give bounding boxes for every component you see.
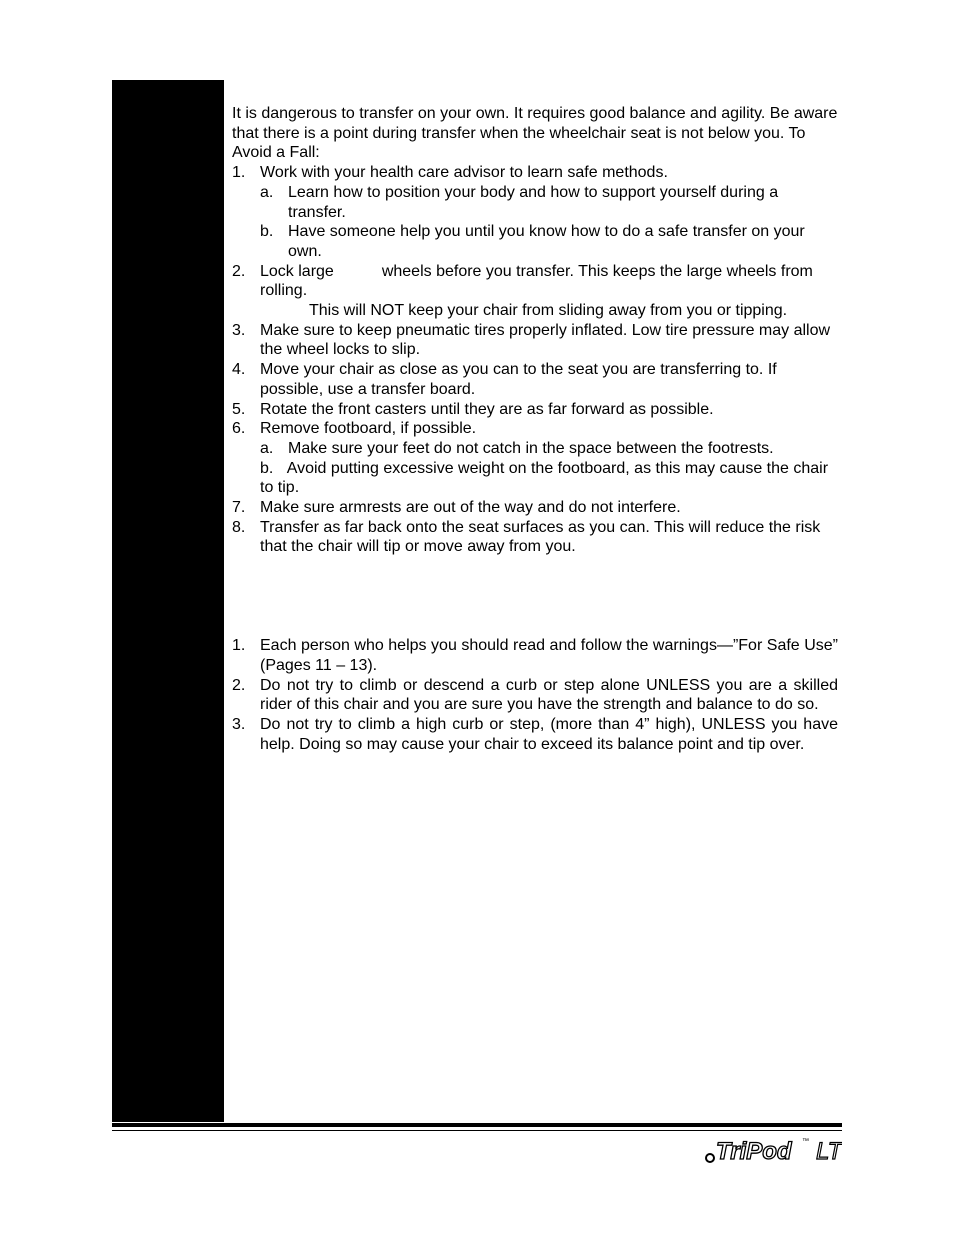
sub-item: a. Learn how to position your body and how to support yourself during a transfer. [260, 183, 779, 221]
footer-rule-thin [112, 1130, 842, 1131]
list-item: 5. Rotate the front casters until they are as far forward as possible. [232, 400, 714, 418]
list-item: 6. Remove footboard, if possible. a. Make sure your feet do not catch in the space between the footrests. b. Avoid putting excessive weight on the footboard, as this may cause the chair to tip. [232, 419, 838, 498]
list-item: 2. Do not try to climb or descend a curb or step alone UNLESS you are a skilled rider of this chair and you are sure you have the strength and balance to do so. [232, 676, 838, 714]
list-item: 3. Make sure to keep pneumatic tires properly inflated. Low tire pressure may allow the wheel locks to slip. [232, 321, 831, 359]
intro-paragraph: It is dangerous to transfer on your own. It requires good balance and agility. Be aware that there is a point during transfer when the wheelchair seat is not below you. To Avoid a Fall: [232, 105, 838, 162]
list-item: 8. Transfer as far back onto the seat surfaces as you can. This will reduce the risk that the chair will tip or move away from you. [232, 518, 821, 556]
sub-item: b. Avoid putting excessive weight on the footboard, as this may cause the chair to tip. [260, 459, 829, 497]
page-content [232, 104, 838, 754]
curb-list [232, 636, 838, 754]
logo-trademark: ™ [802, 1138, 809, 1145]
note-text: This will NOT keep your chair from sliding away from you or tipping. [309, 302, 788, 320]
list-item: 4. Move your chair as close as you can to the seat you are transferring to. If possible, use a transfer board. [232, 361, 777, 398]
list-item: 2. Lock large wheels before you transfer. This keeps the large wheels from rolling. This will NOT keep your chair from sliding away from you or tipping. [232, 262, 838, 321]
list-item: 7. Make sure armrests are out of the way and do not interfere. [232, 499, 681, 517]
tripod-lt-logo [702, 1134, 842, 1166]
logo-text-main: TriPod [716, 1138, 792, 1165]
list-item: 1. Each person who helps you should read and follow the warnings—”For Safe Use” (Pages 11 – 13). [232, 637, 838, 674]
logo-text-lt: LT [816, 1138, 842, 1165]
list-item: 1. Work with your health care advisor to learn safe methods. a. Learn how to position your body and how to support yourself during a transfer. b. Have someone help you until you know how to do a safe transfer on your own. [232, 163, 838, 262]
black-sidebar-bar [112, 80, 224, 1122]
transfer-list [232, 163, 838, 557]
list-item: 3. Do not try to climb a high curb or step, (more than 4” high), UNLESS you have help. Doing so may cause your chair to exceed its balance point and tip over. [232, 715, 838, 753]
sub-item: a. Make sure your feet do not catch in the space between the footrests. [260, 439, 774, 457]
footer-rule-thick [112, 1123, 842, 1127]
sub-item: b. Have someone help you until you know how to do a safe transfer on your own. [260, 223, 805, 260]
